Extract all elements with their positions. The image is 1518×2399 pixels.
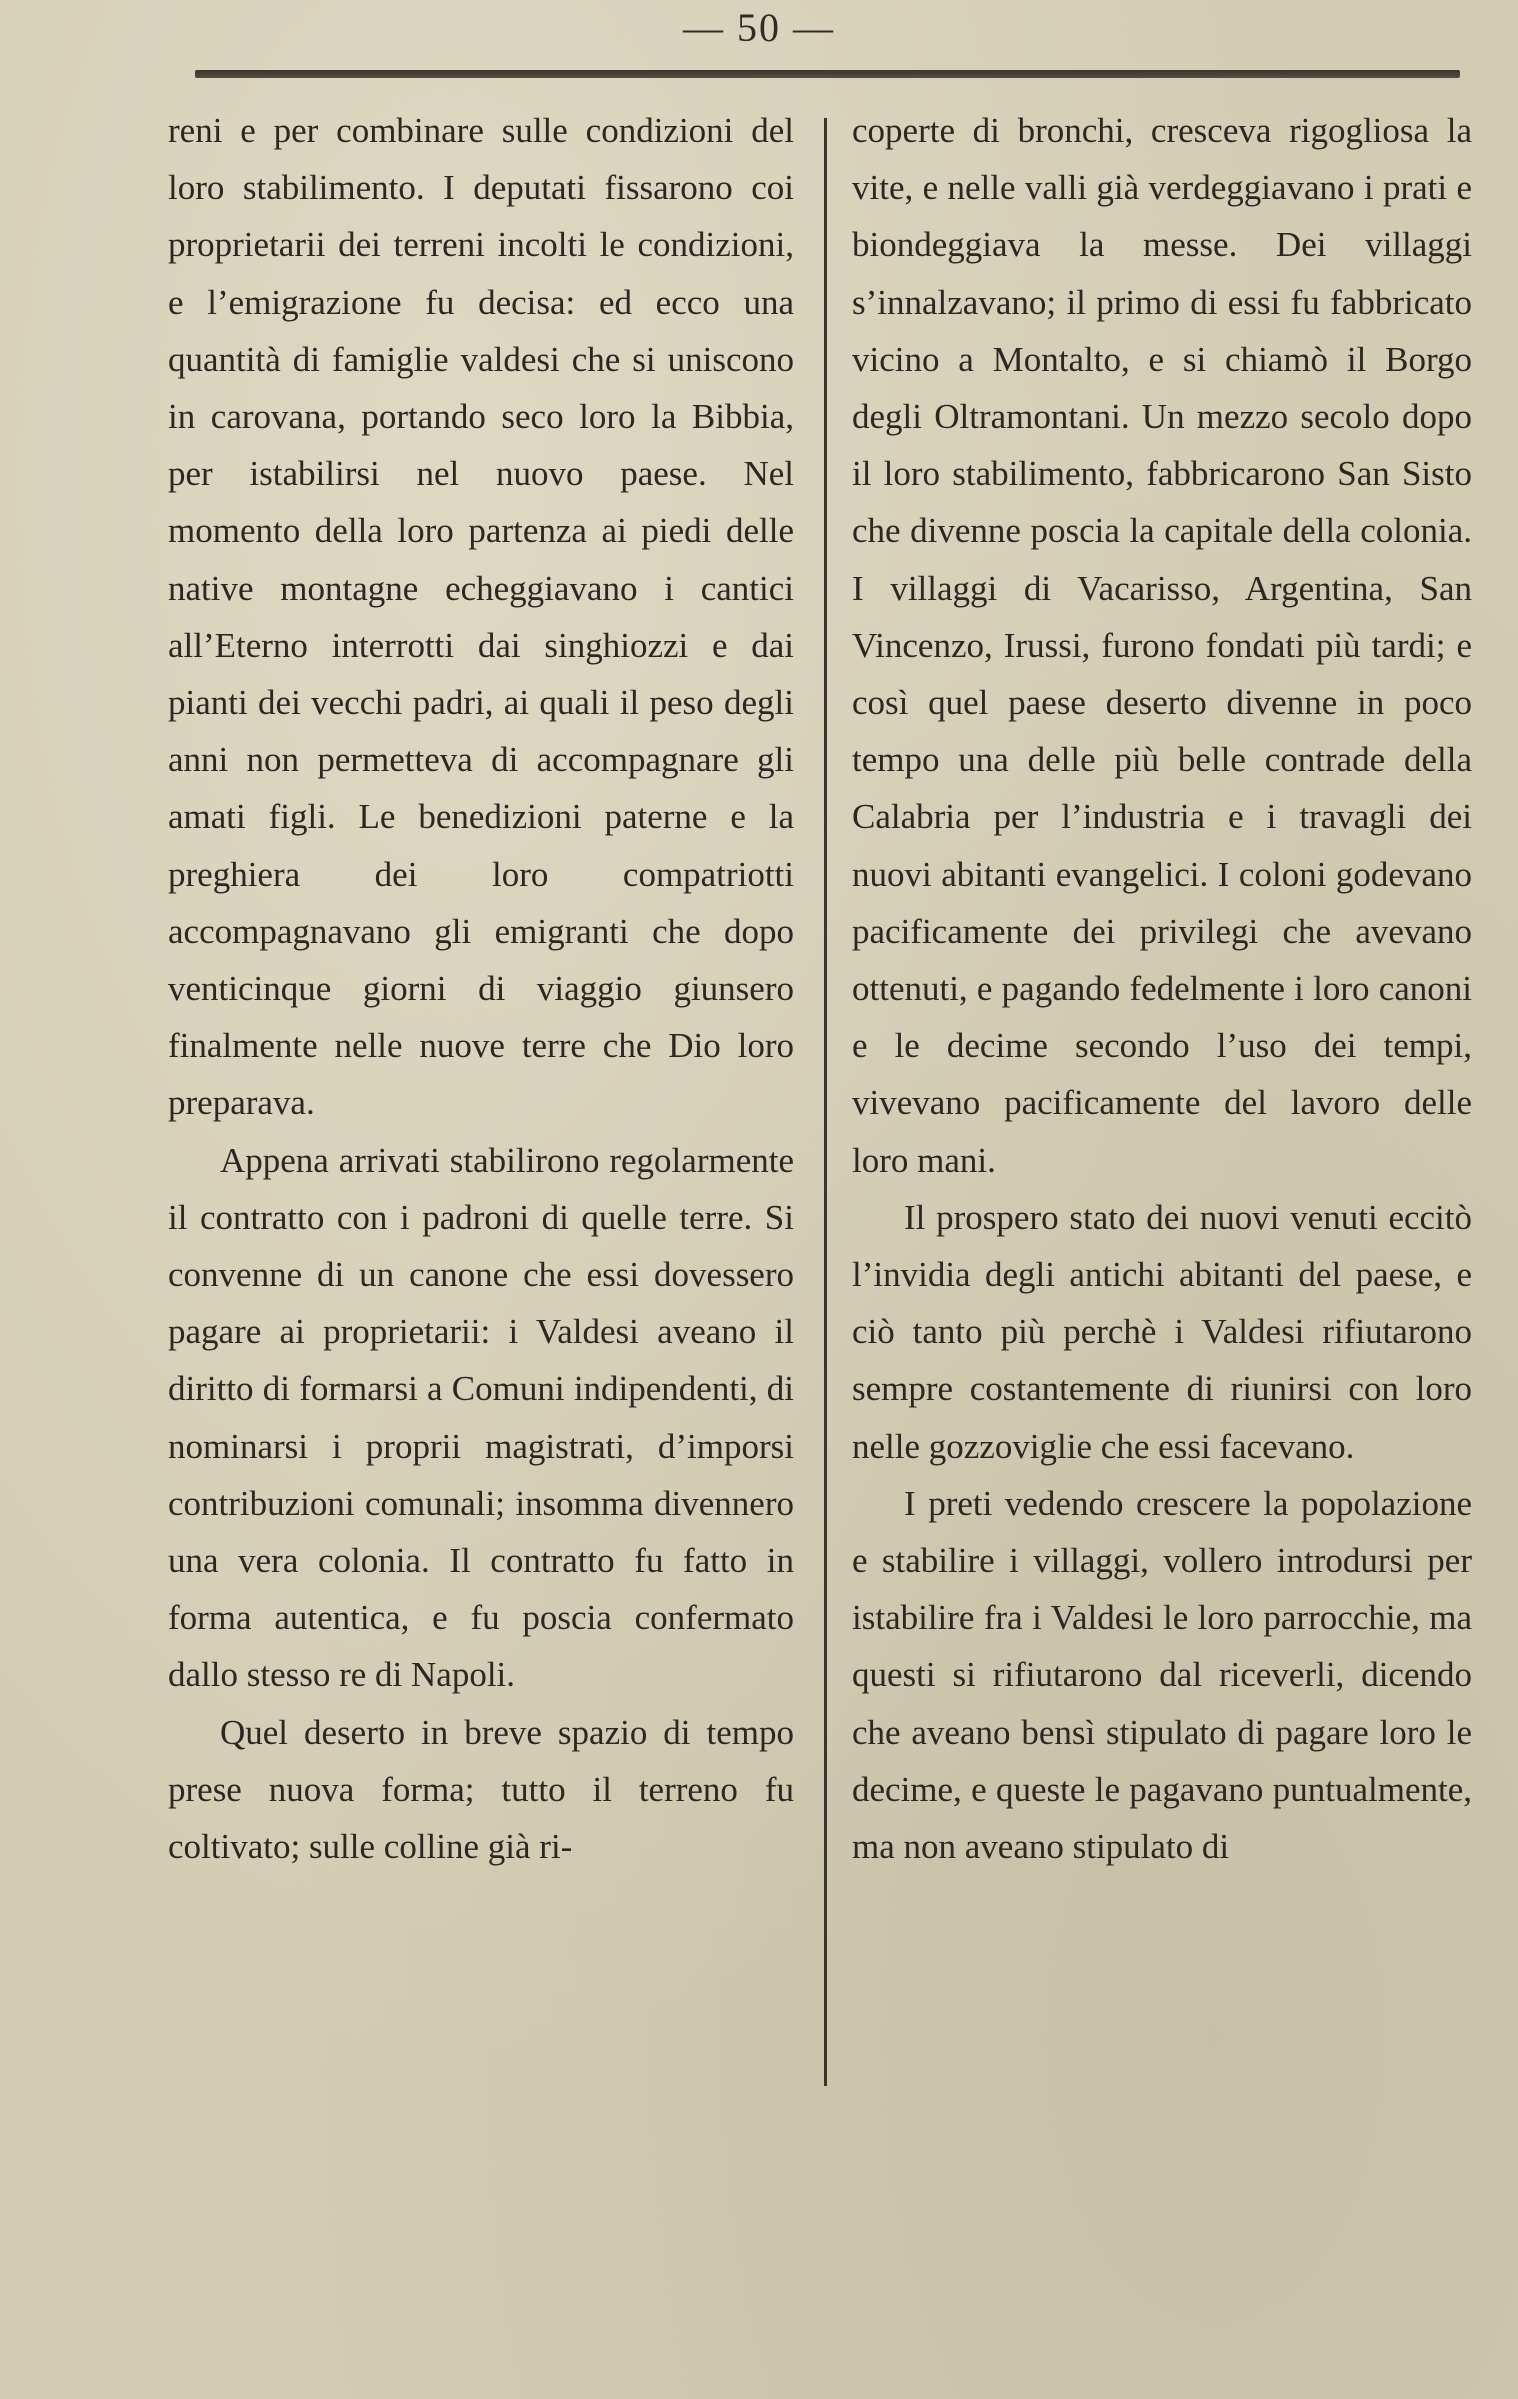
- page-number: — 50 —: [683, 5, 835, 50]
- left-paragraph-2: Appena arrivati stabilirono regolarmente il contratto con i padroni di quelle terre. Si convenne di un canone che essi dovessero pagare ai proprietarii: i Valdesi aveano il diritto di formarsi a Comuni indipendenti, di nominarsi i proprii magistrati, d’imporsi contribuzioni comunali; insomma divennero una vera colonia. Il contratto fu fatto in forma autentica, e fu poscia confermato dallo stesso re di Napoli.: [168, 1140, 794, 1695]
- header-rule: [195, 70, 1460, 78]
- right-paragraph-3: I preti vedendo crescere la popolazione e stabilire i villaggi, vollero introdursi per istabilire fra i Valdesi le loro parrocchie, ma questi si rifiutarono dal riceverli, dicendo che aveano bensì stipulato di pagare loro le decime, e queste le pagavano puntualmente, ma non aveano stipulato di: [852, 1483, 1472, 1867]
- left-paragraph-1: reni e per combinare sulle condizioni del loro stabilimento. I deputati fissarono coi proprietarii dei terreni incolti le condizioni, e l’emigrazione fu decisa: ed ecco una quantità di famiglie valdesi che si uniscono in carovana, portando seco loro la Bibbia, per istabilirsi nel nuovo paese. Nel momento della loro partenza ai piedi delle native montagne echeggiavano i cantici all’Eterno interrotti dai singhiozzi e dai pianti dei vecchi padri, ai quali il peso degli anni non permetteva di accompagnare gli amati figli. Le benedizioni paterne e la preghiera dei loro compatriotti accompagnavano gli emigranti che dopo venticinque giorni di viaggio giunsero finalmente nelle nuove terre che Dio loro preparava.: [168, 111, 794, 1123]
- right-paragraph-1: coperte di bronchi, cresceva rigogliosa la vite, e nelle valli già verdeggiavano i prati e biondeggiava la messe. Dei villaggi s’innalzavano; il primo di essi fu fabbricato vicino a Montalto, e si chiamò il Borgo degli Oltramontani. Un mezzo secolo dopo il loro stabilimento, fabbricarono San Sisto che divenne poscia la capitale della colonia. I villaggi di Vacarisso, Argentina, San Vincenzo, Irussi, furono fondati più tardi; e così quel paese deserto divenne in poco tempo una delle più belle contrade della Calabria per l’industria e i travagli dei nuovi abitanti evangelici. I coloni godevano pacificamente dei privilegi che avevano ottenuti, e pagando fedelmente i loro canoni e le decime secondo l’uso dei tempi, vivevano pacificamente del lavoro delle loro mani.: [852, 111, 1472, 1180]
- left-paragraph-3: Quel deserto in breve spazio di tempo prese nuova forma; tutto il terreno fu coltivato; sulle colline già ri-: [168, 1712, 794, 1867]
- left-column: [168, 102, 794, 1875]
- right-column: [852, 102, 1472, 1875]
- right-paragraph-2: Il prospero stato dei nuovi venuti eccitò l’invidia degli antichi abitanti del paese, e ciò tanto più perchè i Valdesi rifiutarono sempre costantemente di riunirsi con loro nelle gozzoviglie che essi facevano.: [852, 1197, 1472, 1466]
- column-divider: [824, 118, 827, 2086]
